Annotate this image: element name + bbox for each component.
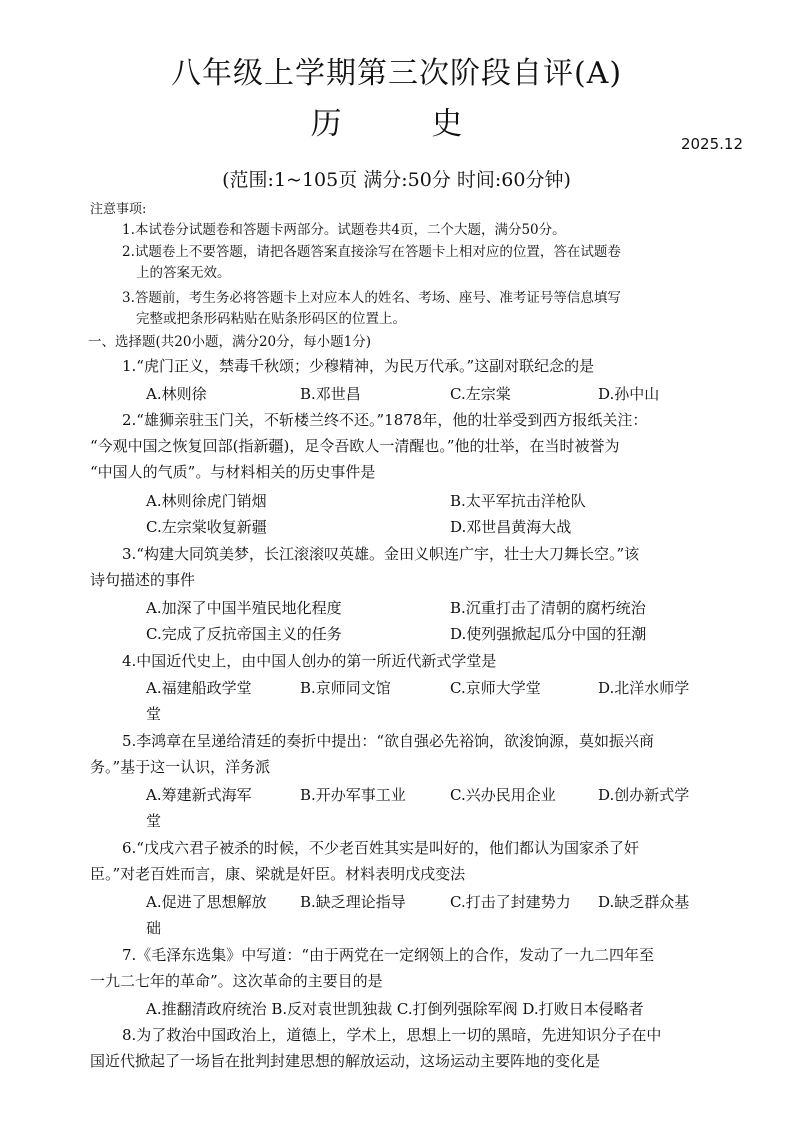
section-heading: 一、选择题(共20小题，满分20分，每小题1分)	[88, 334, 371, 350]
q1-option-a: A.林则徐	[146, 385, 207, 403]
exam-range: (范围:1~105页 满分:50分 时间:60分钟)	[222, 169, 571, 191]
q4-option-d: D.北洋水师学	[598, 679, 690, 697]
q2-option-a: A.林则徐虎门销烟	[146, 492, 267, 510]
q2-option-d: D.邓世昌黄海大战	[450, 518, 572, 536]
note-item: 1.本试卷分试题卷和答题卡两部分。试题卷共4页，二个大题，满分50分。	[122, 222, 566, 238]
question-5-line: 5.李鸿章在呈递给清廷的奏折中提出：“欲自强必先裕饷，欲浚饷源，莫如振兴商	[122, 732, 654, 750]
question-3-line: 3.“构建大同筑美梦，长江滚滚叹英雄。金田义帜连广宇，壮士大刀舞长空。”该	[122, 545, 640, 563]
q1-option-b: B.邓世昌	[300, 385, 361, 403]
note-item: 2.试题卷上不要答题，请把各题答案直接涂写在答题卡上相对应的位置，答在试题卷	[122, 244, 621, 260]
note-item: 完整或把条形码粘贴在贴条形码区的位置上。	[136, 311, 406, 327]
q1-option-c: C.左宗棠	[450, 385, 511, 403]
question-2-line: “中国人的气质”。与材料相关的历史事件是	[90, 463, 376, 481]
q5-option-d-wrap: 堂	[146, 812, 162, 830]
note-item: 上的答案无效。	[136, 265, 231, 281]
q2-option-b: B.太平军抗击洋枪队	[450, 492, 586, 510]
q6-option-d: D.缺乏群众基	[598, 893, 690, 911]
q5-option-b: B.开办军事工业	[300, 786, 406, 804]
q6-option-d-wrap: 础	[146, 919, 162, 937]
exam-title: 八年级上学期第三次阶段自评(A)	[170, 56, 623, 91]
question-3-line: 诗句描述的事件	[90, 571, 196, 589]
q6-option-a: A.促进了思想解放	[146, 893, 267, 911]
question-8-line: 国近代掀起了一场旨在批判封建思想的解放运动，这场运动主要阵地的变化是	[90, 1052, 601, 1070]
q5-option-d: D.创办新式学	[598, 786, 690, 804]
q3-option-a: A.加深了中国半殖民地化程度	[146, 599, 342, 617]
q4-option-c: C.京师大学堂	[450, 679, 541, 697]
q4-option-b: B.京师同文馆	[300, 679, 391, 697]
q2-option-c: C.左宗棠收复新疆	[146, 518, 267, 536]
question-7-line: 7.《毛泽东选集》中写道：“由于两党在一定纲领上的合作，发动了一九二四年至	[122, 946, 654, 964]
question-4-stem: 4.中国近代史上，由中国人创办的第一所近代新式学堂是	[122, 652, 497, 670]
question-5-line: 务。”基于这一认识，洋务派	[90, 758, 271, 776]
q4-option-a: A.福建船政学堂	[146, 679, 252, 697]
q3-option-d: D.使列强掀起瓜分中国的狂潮	[450, 625, 647, 643]
exam-date: 2025.12	[680, 135, 743, 153]
question-2-line: “今观中国之恢复回部(指新疆)，足令吾欧人一清醒也。”他的壮举，在当时被誉为	[90, 437, 620, 455]
q6-option-c: C.打击了封建势力	[450, 893, 571, 911]
q5-option-c: C.兴办民用企业	[450, 786, 556, 804]
q4-option-d-wrap: 堂	[146, 705, 162, 723]
q5-option-a: A.筹建新式海军	[146, 786, 252, 804]
q3-option-b: B.沉重打击了清朝的腐朽统治	[450, 599, 646, 617]
q1-option-d: D.孙中山	[598, 385, 660, 403]
question-1-stem: 1.“虎门正义，禁毒千秋颂；少穆精神，为民万代承。”这副对联纪念的是	[122, 357, 595, 375]
q6-option-b: B.缺乏理论指导	[300, 893, 406, 911]
question-2-line: 2.“雄狮亲驻玉门关，不斩楼兰终不还。”1878年，他的壮举受到西方报纸关注：	[122, 411, 648, 429]
question-7-line: 一九二七年的革命”。这次革命的主要目的是	[90, 972, 383, 990]
note-item: 3.答题前，考生务必将答题卡上对应本人的姓名、考场、座号、准考证号等信息填写	[122, 290, 621, 306]
question-8-line: 8.为了救治中国政治上，道德上，学术上，思想上一切的黑暗，先进知识分子在中	[122, 1026, 662, 1044]
notes-heading: 注意事项:	[90, 202, 147, 217]
q3-option-c: C.完成了反抗帝国主义的任务	[146, 625, 342, 643]
q7-options: A.推翻清政府统治 B.反对袁世凯独裁 C.打倒列强除军阀 D.打败日本侵略者	[146, 1000, 644, 1018]
subject-title: 历 史	[310, 106, 503, 142]
question-6-line: 臣。”对老百姓而言，康、梁就是奸臣。材料表明戊戌变法	[90, 865, 466, 883]
question-6-line: 6.“戊戌六君子被杀的时候，不少老百姓其实是叫好的，他们都认为国家杀了奸	[122, 839, 639, 857]
